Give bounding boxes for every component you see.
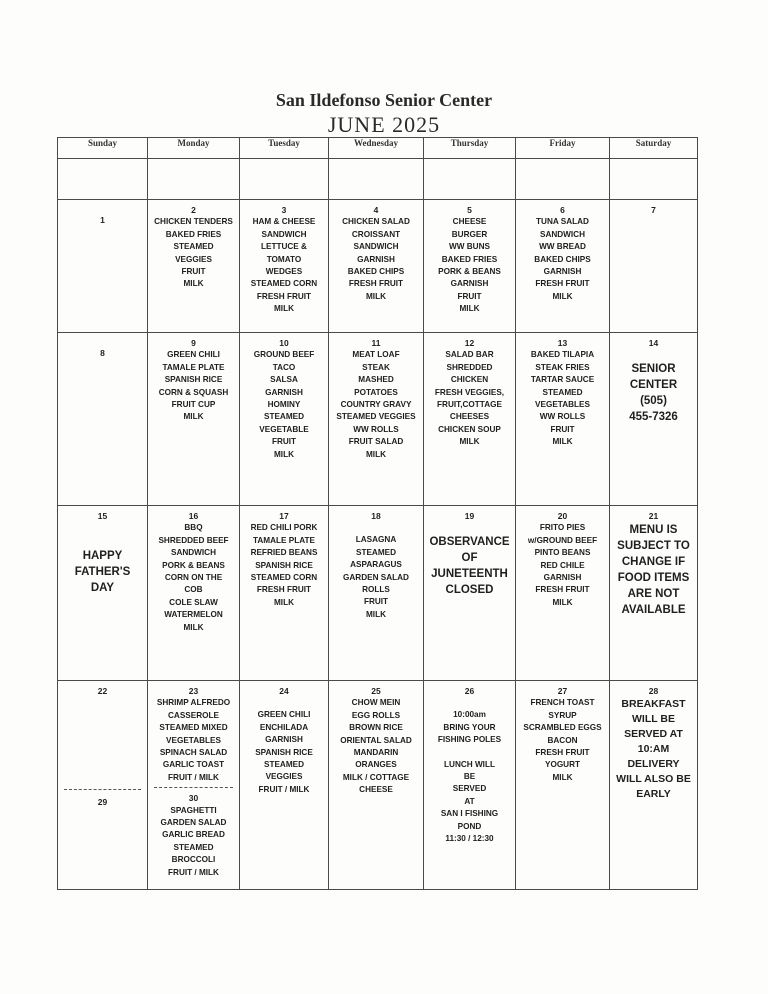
menu-calendar (57, 137, 698, 890)
menu-item: SANDWICH (261, 229, 307, 239)
event-text: AT (464, 796, 475, 806)
week-row (58, 681, 698, 890)
menu-item: CHOW MEIN (351, 698, 401, 708)
holiday-label: HAPPY (82, 550, 123, 563)
day-cell (610, 506, 698, 681)
menu-item: BAKED FRIES (165, 229, 222, 239)
event-text: POND (457, 821, 482, 831)
menu-item: FRUIT SALAD (348, 437, 404, 447)
menu-item: ASPARAGUS (350, 560, 402, 570)
menu-item: FRESH FRUIT (348, 279, 404, 289)
menu-item: WATERMELON (164, 610, 223, 620)
menu-item: CORN & SQUASH (158, 387, 229, 397)
menu-item: SPANISH RICE (164, 375, 223, 385)
event-text: SAN I FISHING (440, 809, 499, 819)
day-number: 21 (648, 511, 659, 521)
day-number: 12 (464, 338, 475, 348)
day-number: 30 (188, 793, 199, 804)
menu-item: FRUIT / MILK (168, 867, 219, 877)
center-phone: 455-7326 (629, 411, 678, 424)
menu-item: WEDGES (265, 267, 303, 277)
page-title: San Ildefonso Senior Center (275, 90, 493, 110)
day-number: 28 (648, 686, 659, 696)
menu-item: MILK (552, 291, 573, 301)
menu-item: CASSEROLE (168, 710, 219, 720)
day-number: 14 (648, 338, 659, 348)
menu-item: STEAMED CORN (250, 279, 318, 289)
menu-item: BAKED FRIES (441, 254, 498, 264)
menu-item: STEAMED MIXED (159, 723, 228, 733)
day-number: 24 (279, 686, 289, 696)
menu-item: GARDEN SALAD (343, 572, 409, 582)
menu-item: MILK (552, 597, 573, 607)
day-cell (516, 333, 610, 506)
day-cell (148, 333, 240, 506)
menu-item: BROWN RICE (349, 723, 403, 733)
day-number: 2 (191, 205, 196, 215)
menu-item: SANDWICH (539, 229, 586, 239)
menu-item: GROUND BEEF (253, 350, 315, 360)
menu-item: WW ROLLS (353, 424, 399, 434)
menu-item: PORK & BEANS (438, 267, 501, 277)
event-text: BE (463, 772, 476, 782)
menu-item: GARNISH (450, 279, 489, 289)
day-cell (148, 681, 240, 890)
menu-item: SPINACH SALAD (159, 748, 228, 758)
menu-item: GARNISH (357, 254, 395, 264)
week-row (58, 200, 698, 333)
blank-row (58, 159, 698, 200)
menu-item: MILK (552, 437, 573, 447)
menu-item: VEGETABLE (259, 424, 309, 434)
day-number: 9 (191, 338, 196, 348)
menu-item: SPANISH RICE (255, 747, 313, 757)
weekday-wednesday: Wednesday (329, 138, 424, 159)
day-cell (610, 333, 698, 506)
menu-item: BAKED CHIPS (347, 267, 405, 277)
day-cell (610, 681, 698, 890)
day-cell (148, 200, 240, 333)
menu-notice: SUBJECT TO (617, 540, 690, 553)
menu-item: VEGGIES (265, 772, 303, 782)
menu-item: TOMATO (266, 254, 302, 264)
divider (64, 789, 141, 790)
day-cell (424, 200, 516, 333)
event-text: FISHING POLES (437, 735, 502, 745)
menu-item: CHICKEN TENDERS (154, 217, 233, 227)
day-number: 3 (281, 205, 287, 215)
breakfast-notice: WILL ALSO BE (616, 773, 691, 786)
menu-item: GREEN CHILI (167, 350, 220, 360)
day-cell (148, 506, 240, 681)
menu-item: MILK (459, 304, 480, 314)
menu-item: FRENCH TOAST (530, 698, 595, 708)
menu-notice: MENU IS (629, 524, 678, 537)
menu-item: SHRIMP ALFREDO (156, 698, 231, 708)
menu-item: FRESH FRUIT (256, 291, 312, 301)
event-text: BRING YOUR (443, 722, 496, 732)
day-cell (424, 333, 516, 506)
menu-item: MILK (273, 304, 294, 314)
breakfast-notice: BREAKFAST (621, 698, 686, 711)
menu-item: LASAGNA (355, 535, 397, 545)
menu-item: MILK (273, 449, 294, 459)
menu-item: TARTAR SAUCE (530, 375, 595, 385)
day-number: 1 (100, 215, 105, 225)
menu-item: FRUIT (550, 424, 575, 434)
menu-item: MILK (183, 279, 204, 289)
menu-item: WW BREAD (539, 242, 586, 252)
day-number: 13 (557, 338, 568, 348)
menu-item: CHICKEN SALAD (342, 217, 410, 227)
menu-notice: AVAILABLE (621, 604, 686, 617)
menu-item: MILK / COTTAGE (342, 772, 410, 782)
menu-item: STEAMED (173, 842, 214, 852)
day-cell (329, 681, 424, 890)
menu-item: CHEESE (359, 785, 393, 795)
day-cell (610, 200, 698, 333)
menu-item: PORK & BEANS (162, 560, 225, 570)
day-number: 20 (557, 511, 568, 521)
menu-item: WW BUNS (449, 242, 490, 252)
menu-item: GARDEN SALAD (160, 818, 227, 828)
day-cell (58, 200, 148, 333)
center-phone: (505) (640, 395, 667, 408)
menu-item: FRUIT (271, 437, 297, 447)
menu-item: FRUIT (181, 267, 206, 277)
week-row (58, 506, 698, 681)
menu-item: HAM & CHEESE (252, 217, 316, 227)
menu-item: BBQ (184, 523, 203, 533)
menu-item: STEAMED VEGGIES (336, 412, 416, 422)
event-text: LUNCH WILL (444, 759, 495, 769)
menu-item: HOMINY (267, 400, 301, 410)
breakfast-notice: SERVED AT (624, 728, 683, 741)
closure-notice: CLOSED (445, 584, 494, 597)
menu-item: FRUIT,COTTAGE (437, 400, 502, 410)
month-title: JUNE 2025 (327, 112, 441, 137)
menu-item: VEGGIES (175, 254, 212, 264)
breakfast-notice: WILL BE (632, 713, 675, 726)
menu-item: STEAMED CORN (250, 573, 318, 583)
menu-item: MILK (273, 597, 294, 607)
weekday-friday: Friday (516, 138, 610, 159)
menu-item: EGG ROLLS (351, 710, 401, 720)
menu-item: FRESH FRUIT (535, 279, 590, 289)
menu-item: FRUIT CUP (171, 400, 216, 410)
menu-item: SANDWICH (170, 548, 217, 558)
menu-item: FRESH FRUIT (535, 585, 590, 595)
menu-item: CHICKEN SOUP (438, 424, 501, 434)
day-cell (329, 333, 424, 506)
menu-item: GREEN CHILI (257, 710, 311, 720)
menu-item: ROLLS (362, 585, 390, 595)
menu-item: BACON (547, 735, 578, 745)
menu-item: FRUIT / MILK (258, 784, 310, 794)
menu-item: BROCCOLI (171, 855, 216, 865)
day-number: 6 (560, 205, 565, 215)
day-cell (424, 681, 516, 890)
menu-item: MILK (365, 609, 386, 619)
day-number: 22 (97, 686, 108, 696)
menu-item: BAKED CHIPS (534, 254, 591, 264)
menu-item: SPAGHETTI (170, 805, 217, 815)
menu-item: CHEESE (452, 217, 487, 227)
menu-item: BAKED TILAPIA (530, 350, 595, 360)
weekday-monday: Monday (148, 138, 240, 159)
menu-item: FRESH FRUIT (256, 585, 312, 595)
menu-item: POTATOES (354, 387, 398, 397)
day-cell (240, 200, 329, 333)
menu-item: SHREDDED (446, 362, 493, 372)
closure-notice: OBSERVANCE (429, 536, 510, 549)
menu-item: STEAMED (542, 387, 583, 397)
menu-item: w/GROUND BEEF (527, 535, 598, 545)
day-number: 7 (651, 205, 656, 215)
menu-item: FRESH VEGGIES, (434, 387, 505, 397)
weekday-thursday: Thursday (424, 138, 516, 159)
closure-notice: OF (461, 552, 478, 565)
event-text: SERVED (452, 784, 487, 794)
menu-item: VEGETABLES (166, 735, 221, 745)
menu-item: STEAMED (263, 760, 305, 770)
menu-item: VEGETABLES (535, 400, 590, 410)
holiday-label: FATHER'S (74, 566, 131, 579)
menu-item: BURGER (451, 229, 488, 239)
day-number: 25 (371, 686, 381, 696)
day-number: 10 (279, 338, 289, 348)
menu-item: FRUIT / MILK (168, 772, 219, 782)
day-number: 5 (467, 205, 472, 215)
menu-item: STEAMED (263, 412, 305, 422)
day-cell (58, 506, 148, 681)
weekday-tuesday: Tuesday (240, 138, 329, 159)
menu-item: CHICKEN (450, 375, 489, 385)
day-number: 16 (188, 511, 199, 521)
week-row (58, 333, 698, 506)
day-cell (240, 333, 329, 506)
menu-item: MILK (183, 622, 204, 632)
menu-item: SPANISH RICE (255, 560, 313, 570)
closure-notice: JUNETEENTH (431, 568, 508, 581)
day-number: 29 (97, 797, 108, 808)
day-cell (329, 506, 424, 681)
menu-item: SALAD BAR (445, 350, 494, 360)
menu-item: ORIENTAL SALAD (340, 735, 412, 745)
menu-item: YOGURT (544, 760, 581, 770)
menu-item: MILK (183, 412, 204, 422)
day-cell (516, 200, 610, 333)
menu-item: SHREDDED BEEF (158, 535, 229, 545)
divider (154, 787, 233, 788)
menu-item: PINTO BEANS (534, 548, 591, 558)
menu-item: FRUIT (457, 291, 482, 301)
day-number: 17 (279, 511, 289, 521)
day-cell (58, 681, 148, 890)
menu-item: FRUIT (363, 597, 389, 607)
menu-item: GARLIC BREAD (162, 830, 225, 840)
menu-item: COLE SLAW (169, 597, 218, 607)
day-cell (329, 200, 424, 333)
menu-item: SALSA (270, 375, 298, 385)
menu-item: GARNISH (265, 735, 303, 745)
menu-item: FRITO PIES (539, 523, 586, 533)
weekday-saturday: Saturday (610, 138, 698, 159)
day-cell (58, 333, 148, 506)
breakfast-notice: 10:AM (637, 743, 670, 756)
center-info: CENTER (629, 379, 678, 392)
menu-item: MILK (552, 772, 573, 782)
menu-item: RED CHILE (540, 560, 585, 570)
day-number: 8 (100, 348, 105, 358)
menu-item: SYRUP (548, 710, 577, 720)
menu-item: STEAMED (173, 242, 214, 252)
menu-item: CHEESES (449, 412, 490, 422)
day-cell (516, 506, 610, 681)
menu-item: GARNISH (265, 387, 303, 397)
menu-item: CORN ON THE (164, 573, 223, 583)
menu-item: TAMALE PLATE (162, 362, 225, 372)
weekday-sunday: Sunday (58, 138, 148, 159)
day-number: 26 (464, 686, 475, 696)
menu-item: MILK (459, 437, 480, 447)
menu-item: LETTUCE & (261, 242, 307, 252)
holiday-label: DAY (90, 582, 115, 595)
day-cell (240, 506, 329, 681)
menu-item: COUNTRY GRAVY (340, 400, 412, 410)
menu-item: ENCHILADA (259, 722, 309, 732)
menu-item: SCRAMBLED EGGS (523, 723, 602, 733)
event-text: 11:30 / 12:30 (445, 834, 494, 844)
menu-item: GARNISH (543, 267, 582, 277)
day-number: 18 (371, 511, 381, 521)
menu-item: ORANGES (355, 760, 397, 770)
menu-item: GARNISH (543, 573, 582, 583)
menu-item: COB (184, 585, 203, 595)
menu-item: STEAK (362, 362, 390, 372)
center-info: SENIOR (631, 363, 676, 376)
menu-item: STEAK FRIES (535, 362, 590, 372)
menu-item: TACO (272, 362, 296, 372)
day-cell (516, 681, 610, 890)
menu-item: MILK (365, 291, 386, 301)
menu-item: RED CHILI PORK (250, 523, 318, 533)
menu-notice: CHANGE IF (621, 556, 686, 569)
menu-item: TUNA SALAD (536, 217, 589, 227)
day-number: 23 (188, 686, 199, 696)
menu-notice: FOOD ITEMS (617, 572, 690, 585)
day-number: 4 (373, 205, 379, 215)
menu-item: MANDARIN (353, 748, 399, 758)
menu-item: SANDWICH (353, 242, 399, 252)
day-cell (240, 681, 329, 890)
menu-item: MILK (365, 449, 386, 459)
day-cell (424, 506, 516, 681)
menu-item: MEAT LOAF (352, 350, 400, 360)
menu-item: WW ROLLS (539, 412, 586, 422)
day-number: 15 (97, 511, 108, 521)
menu-item: MASHED (358, 375, 394, 385)
weekday-header-row (58, 138, 698, 159)
event-text: 10:00am (453, 710, 486, 720)
menu-item: TAMALE PLATE (252, 535, 315, 545)
menu-item: CROISSANT (351, 229, 401, 239)
breakfast-notice: EARLY (636, 788, 671, 801)
day-number: 19 (464, 511, 475, 521)
day-number: 11 (371, 338, 381, 348)
breakfast-notice: DELIVERY (627, 758, 680, 771)
menu-item: REFRIED BEANS (250, 548, 318, 558)
day-number: 27 (557, 686, 568, 696)
menu-notice: ARE NOT (627, 588, 680, 601)
menu-item: GARLIC TOAST (162, 760, 225, 770)
menu-item: FRESH FRUIT (535, 748, 590, 758)
menu-item: STEAMED (355, 547, 397, 557)
